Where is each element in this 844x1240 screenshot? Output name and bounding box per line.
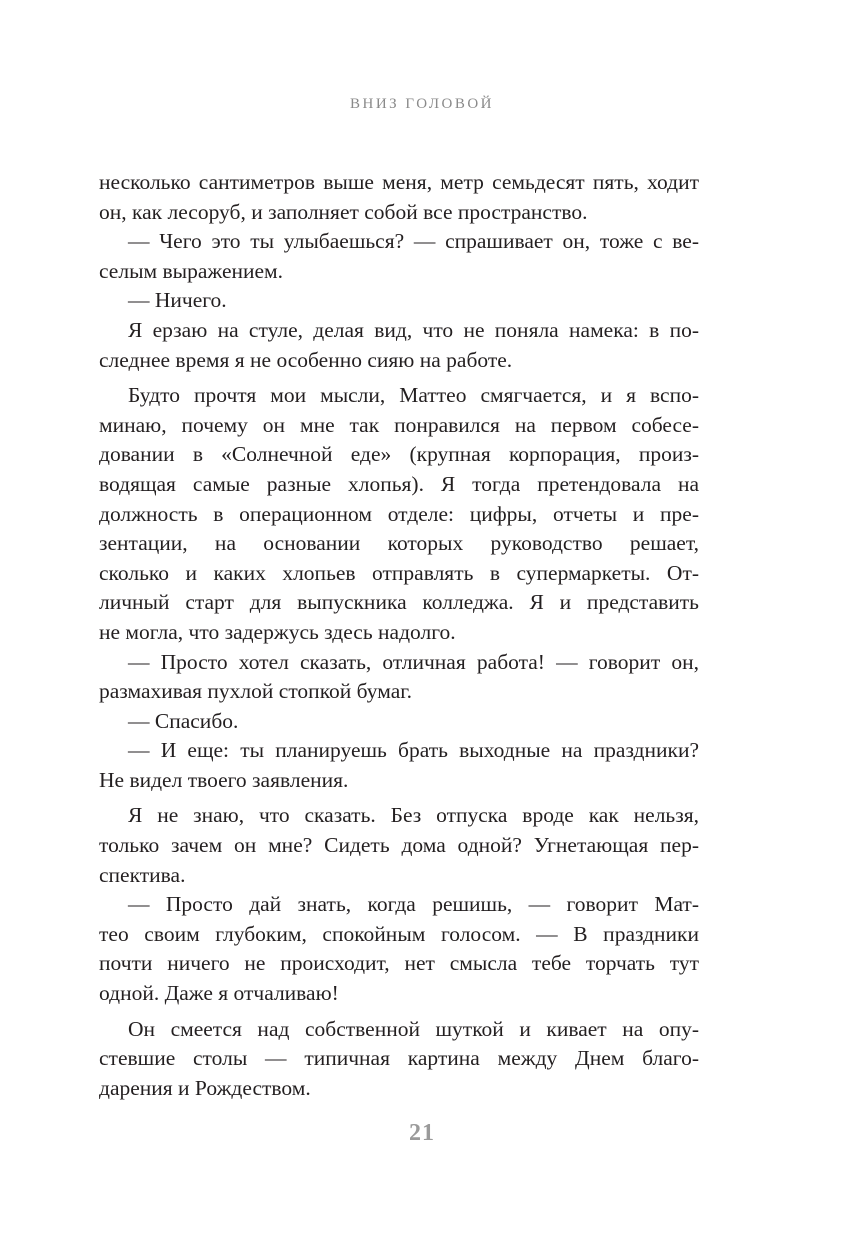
text-line: — Просто дай знать, когда решишь, — говорит Мат- xyxy=(128,892,699,917)
page-number: 21 xyxy=(409,1120,435,1146)
text-line: — Ничего. xyxy=(128,288,227,313)
text-line: — Просто хотел сказать, отличная работа! — говорит он, xyxy=(128,649,699,674)
text-line: Я не знаю, что сказать. Без отпуска вроде как нельзя, xyxy=(128,803,699,828)
text-line: тео своим глубоким, спокойным голосом. — В праздники xyxy=(99,921,699,946)
text-line: Я ерзаю на стуле, делая вид, что не поняла намека: в по- xyxy=(128,317,699,342)
text-line: — Чего это ты улыбаешься? — спрашивает он, тоже с ве- xyxy=(128,229,699,254)
text-line: личный старт для выпускника колледжа. Я и представить xyxy=(99,590,699,615)
running-head: ВНИЗ ГОЛОВОЙ xyxy=(350,96,494,112)
text-line: минаю, почему он мне так понравился на первом собесе- xyxy=(99,412,699,437)
text-line: водящая самые разные хлопья). Я тогда претендовала на xyxy=(99,471,699,496)
text-line: — И еще: ты планируешь брать выходные на праздники? xyxy=(128,738,699,763)
text-line: спектива. xyxy=(99,862,186,887)
text-line: — Спасибо. xyxy=(128,708,239,733)
text-line: Будто прочтя мои мысли, Маттео смягчается, и я вспо- xyxy=(128,383,699,408)
text-line: только зачем он мне? Сидеть дома одной? Угнетающая пер- xyxy=(99,833,699,858)
body-text xyxy=(99,168,699,1103)
text-line: Он смеется над собственной шуткой и кивает на опу- xyxy=(128,1016,699,1041)
text-line: он, как лесоруб, и заполняет собой все пространство. xyxy=(99,199,588,224)
text-line: Не видел твоего заявления. xyxy=(99,767,349,792)
text-line: дарения и Рождеством. xyxy=(99,1075,311,1100)
text-line: зентации, на основании которых руководство решает, xyxy=(99,531,699,556)
text-line: довании в «Солнечной еде» (крупная корпорация, произ- xyxy=(99,442,699,467)
text-line: следнее время я не особенно сияю на работе. xyxy=(99,347,513,372)
text-line: сколько и каких хлопьев отправлять в супермаркеты. От- xyxy=(99,560,699,585)
text-line: селым выражением. xyxy=(99,258,284,283)
text-line: размахивая пухлой стопкой бумаг. xyxy=(99,679,413,704)
text-line: одной. Даже я отчаливаю! xyxy=(99,981,339,1006)
text-line: несколько сантиметров выше меня, метр семьдесят пять, ходит xyxy=(99,170,699,194)
text-line: почти ничего не происходит, нет смысла тебе торчать тут xyxy=(99,951,699,976)
text-line: не могла, что задержусь здесь надолго. xyxy=(99,619,456,644)
text-line: должность в операционном отделе: цифры, отчеты и пре- xyxy=(99,501,699,526)
text-line: стевшие столы — типичная картина между Днем благо- xyxy=(99,1046,699,1071)
